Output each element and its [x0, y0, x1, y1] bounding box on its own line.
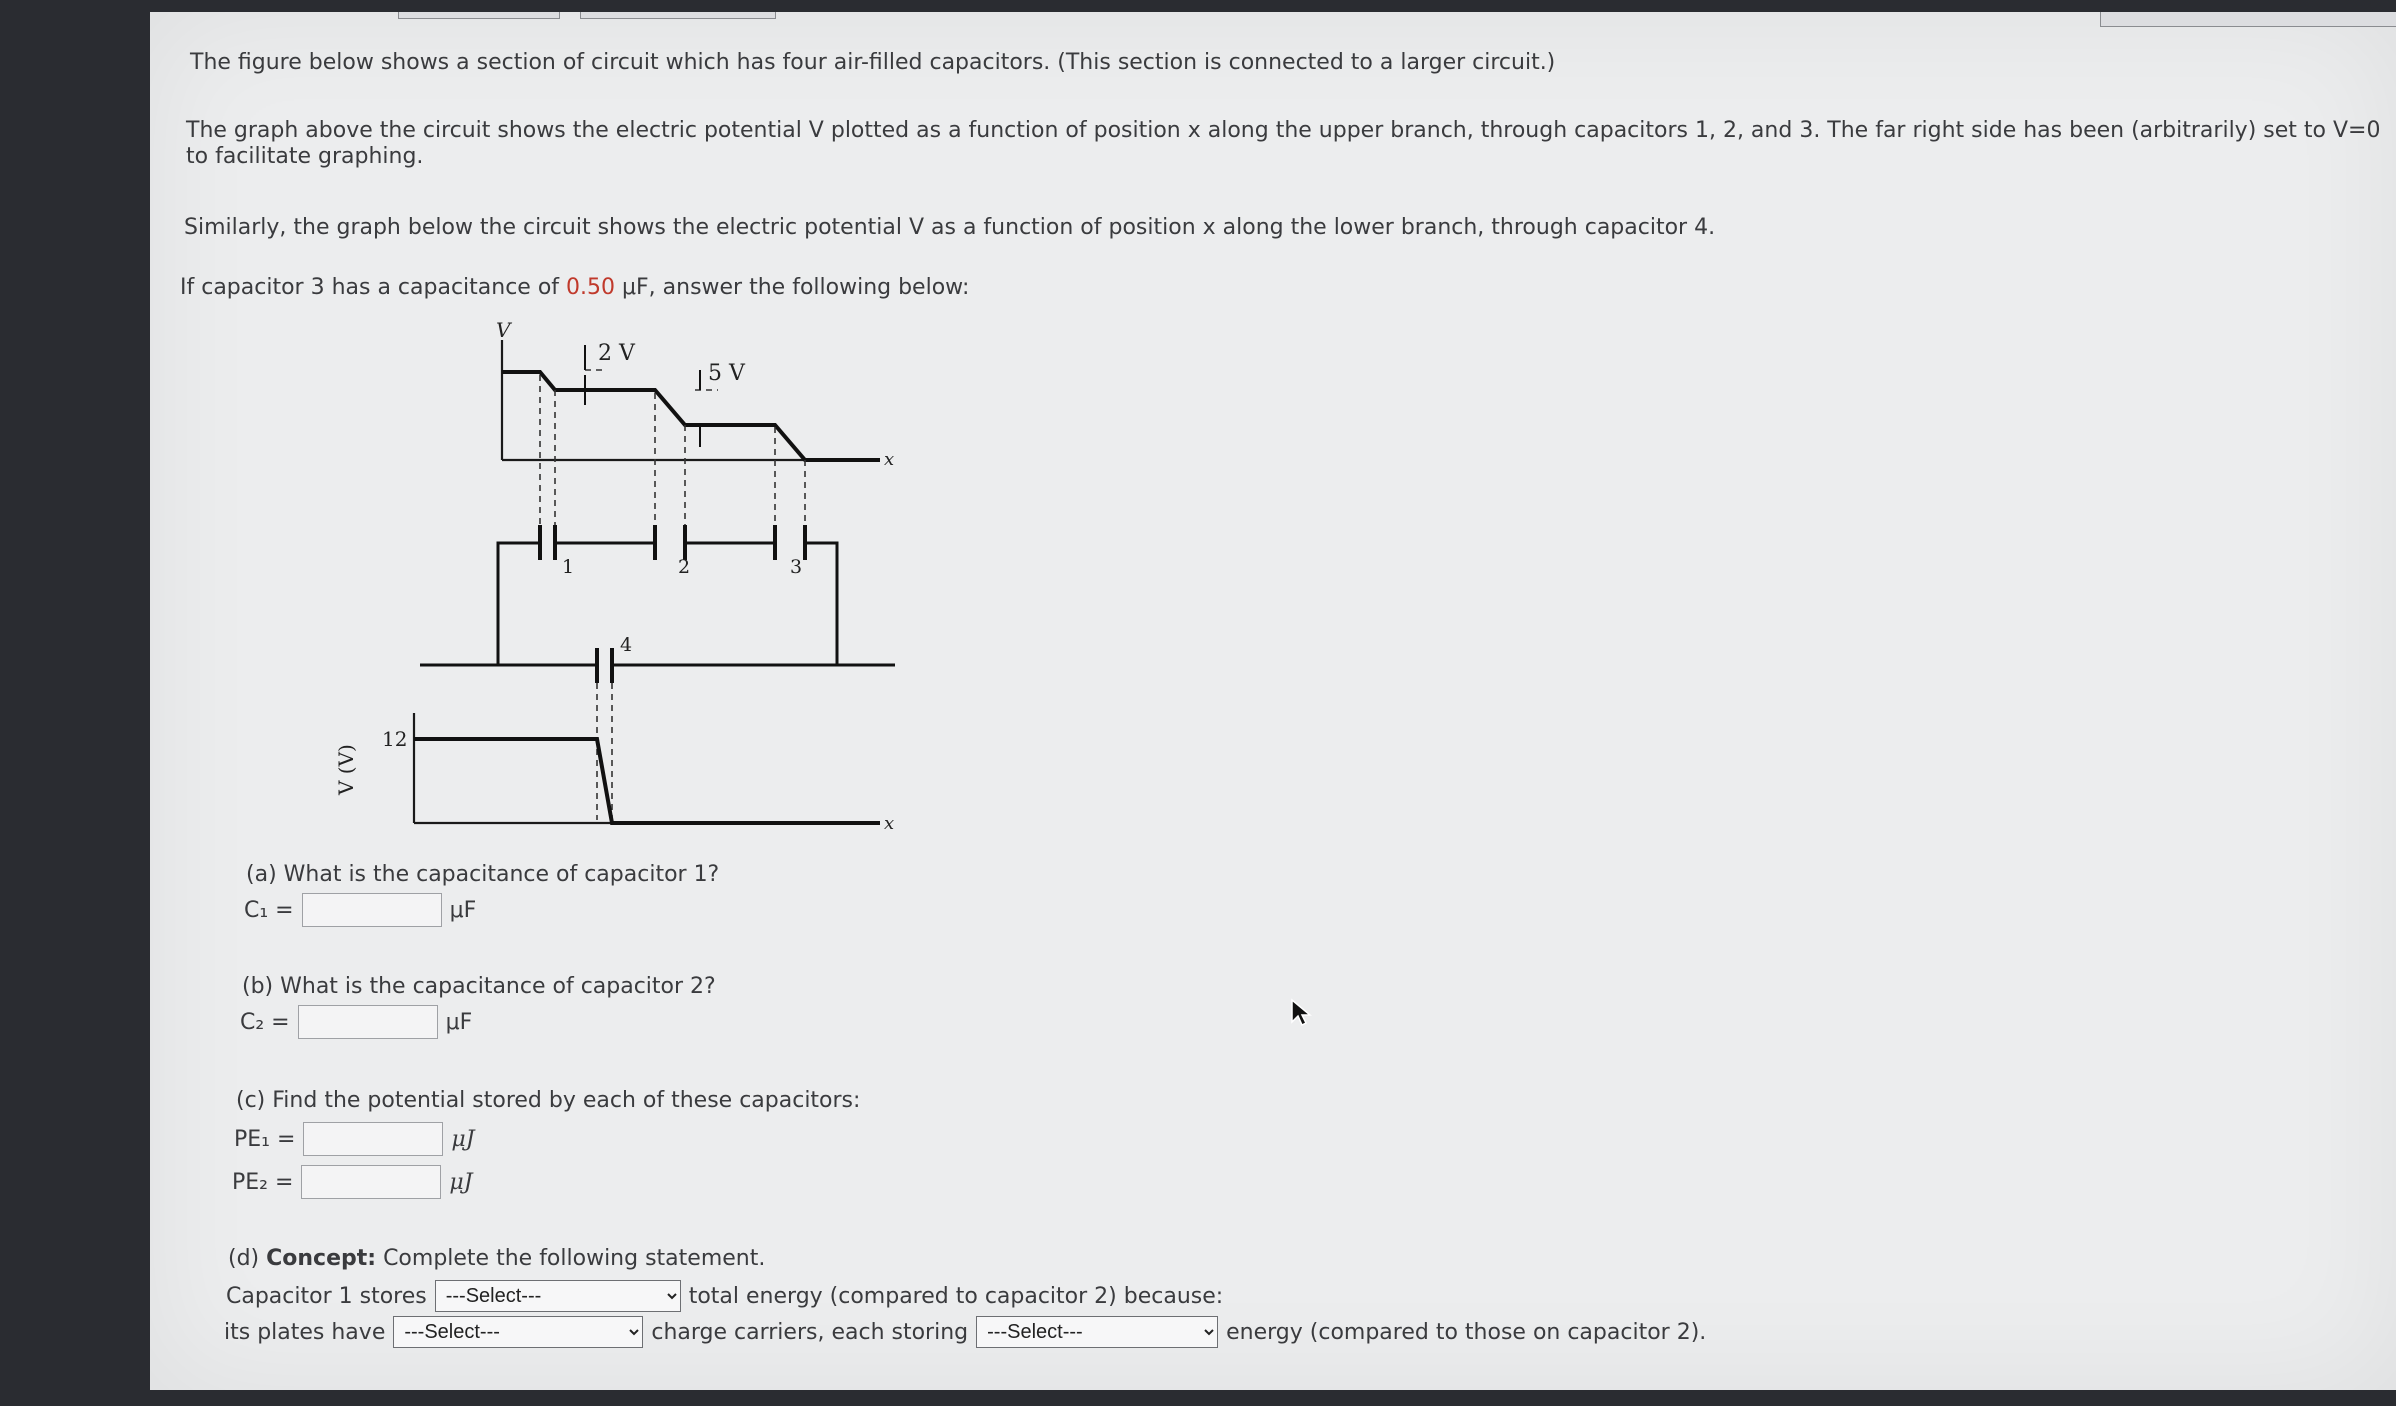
pe2-label: PE₂ =	[232, 1169, 294, 1195]
c2-label: C₂ =	[240, 1009, 290, 1035]
intro-paragraph-2: The graph above the circuit shows the electric potential V plotted as a function of position x along the upper branch, through capacitors 1, 2, and 3. The far right side has been (arbitrarily) set to V=0	[186, 118, 2381, 143]
intro-paragraph-4	[180, 275, 969, 301]
intro-paragraph-1: The figure below shows a section of circuit which has four air-filled capacitors. (This section is connected to a larger circuit.)	[190, 50, 1556, 75]
mouse-cursor-icon	[1290, 998, 1312, 1028]
c1-label: C₁ =	[244, 897, 294, 923]
statement-2-after: energy (compared to those on capacitor 2).	[1226, 1319, 1707, 1345]
upper-v-label: V	[496, 318, 511, 342]
energy-comparison-select[interactable]	[435, 1280, 681, 1312]
intro-paragraph-2-cont: to facilitate graphing.	[186, 144, 424, 169]
pe2-unit: μJ	[449, 1169, 473, 1195]
lower-tick-12: 12	[382, 727, 408, 751]
question-d-concept: Concept:	[266, 1246, 377, 1271]
statement-line-2	[224, 1316, 1706, 1348]
pe1-label: PE₁ =	[234, 1126, 296, 1152]
statement-2-before: its plates have	[224, 1319, 386, 1345]
lower-x-label: x	[884, 813, 895, 834]
question-b: (b) What is the capacitance of capacitor 2?	[242, 974, 716, 999]
answer-row-pe1	[234, 1122, 475, 1156]
charge-carriers-select[interactable]	[393, 1316, 643, 1348]
answer-row-b	[240, 1005, 472, 1039]
statement-1-before: Capacitor 1 stores	[226, 1283, 427, 1309]
drop1-label: 2 V	[598, 341, 635, 366]
statement-line-1	[226, 1280, 1223, 1312]
drop2-label: 5 V	[708, 361, 745, 386]
energy-per-carrier-select[interactable]	[976, 1316, 1218, 1348]
top-tab[interactable]	[398, 12, 560, 19]
capacitor-4-label: 4	[620, 634, 633, 656]
intro-p4-after: μF, answer the following below:	[615, 275, 970, 300]
capacitor-plates	[540, 525, 805, 683]
capacitor-1-label: 1	[562, 556, 575, 578]
lower-v-axis-label: V (V)	[334, 744, 358, 795]
c1-unit: μF	[449, 897, 477, 923]
pe2-input[interactable]	[301, 1165, 441, 1199]
question-a: (a) What is the capacitance of capacitor 1?	[246, 862, 720, 887]
circuit-wires	[420, 543, 895, 665]
upper-potential-curve	[502, 372, 880, 460]
pe1-unit: μJ	[451, 1126, 475, 1152]
intro-p4-before: If capacitor 3 has a capacitance of	[180, 275, 567, 300]
answer-row-pe2	[232, 1165, 473, 1199]
c2-input[interactable]	[298, 1005, 438, 1039]
question-d	[228, 1246, 765, 1271]
c2-unit: μF	[445, 1009, 473, 1035]
top-tab[interactable]	[2100, 12, 2396, 27]
intro-paragraph-3: Similarly, the graph below the circuit shows the electric potential V as a function of position x along the lower branch, through capacitor 4.	[184, 215, 1716, 240]
statement-2-mid: charge carriers, each storing	[651, 1319, 969, 1345]
statement-1-after: total energy (compared to capacitor 2) because:	[688, 1283, 1224, 1309]
question-d-prefix: (d)	[228, 1246, 267, 1271]
answer-row-a	[244, 893, 476, 927]
capacitor-2-label: 2	[678, 556, 691, 578]
capacitor-3-label: 3	[790, 556, 803, 578]
c1-input[interactable]	[302, 893, 442, 927]
top-tab[interactable]	[580, 12, 776, 19]
pe1-input[interactable]	[303, 1122, 443, 1156]
circuit-figure	[180, 315, 920, 835]
question-d-rest: Complete the following statement.	[376, 1246, 766, 1271]
capacitance-value: 0.50	[566, 275, 616, 300]
question-c: (c) Find the potential stored by each of these capacitors:	[236, 1088, 861, 1113]
upper-x-label: x	[884, 449, 895, 470]
lower-potential-curve	[414, 739, 880, 823]
